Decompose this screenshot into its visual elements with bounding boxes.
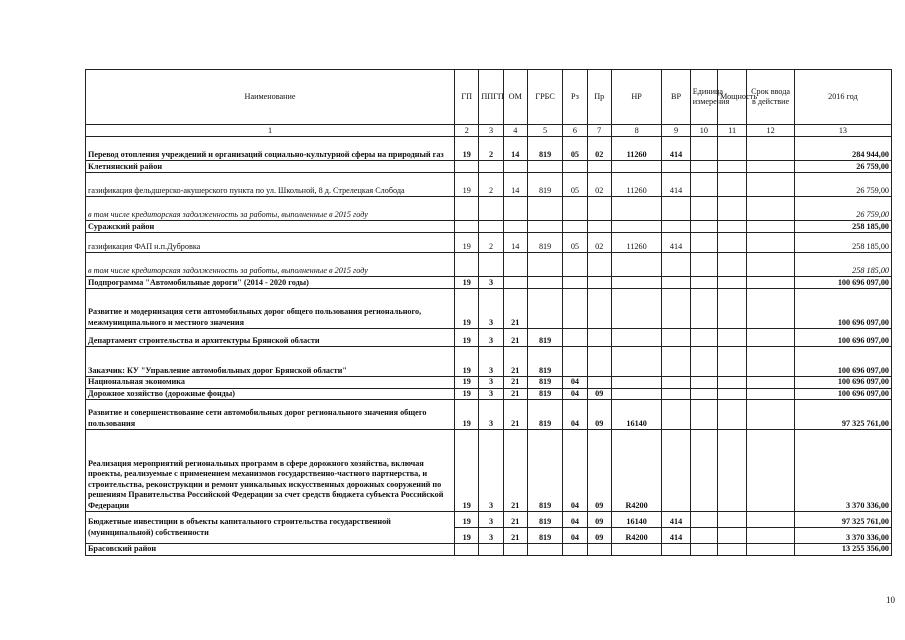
code-cell-pr: 09 — [587, 400, 611, 430]
empty-cell — [690, 377, 717, 389]
empty-cell — [690, 253, 717, 277]
empty-cell — [690, 544, 717, 556]
table-row — [86, 289, 892, 329]
empty-cell — [455, 544, 479, 556]
header-cell: ВР — [662, 70, 690, 125]
empty-cell — [747, 377, 795, 389]
code-cell-grbs: 819 — [527, 329, 562, 347]
table-row — [86, 329, 892, 347]
header-cell: Пр — [587, 70, 611, 125]
code-cell-ppgp: 3 — [479, 512, 503, 528]
code-cell-ppgp: 3 — [479, 388, 503, 400]
empty-cell — [718, 221, 747, 233]
code-cell-nr: 11260 — [611, 173, 662, 197]
code-cell-rz: 05 — [563, 173, 587, 197]
empty-cell — [718, 197, 747, 221]
column-number: 5 — [527, 125, 562, 137]
empty-cell — [690, 197, 717, 221]
code-cell-pr — [587, 377, 611, 389]
code-cell-gp: 19 — [455, 233, 479, 253]
empty-cell — [718, 289, 747, 329]
table-row — [86, 347, 892, 377]
amount-cell: 26 759,00 — [794, 161, 891, 173]
empty-cell — [587, 544, 611, 556]
empty-cell — [718, 233, 747, 253]
empty-cell — [718, 137, 747, 161]
empty-cell — [747, 512, 795, 528]
code-cell-rz — [563, 347, 587, 377]
code-cell-pr: 09 — [587, 430, 611, 512]
empty-cell — [718, 544, 747, 556]
code-cell-grbs: 819 — [527, 512, 562, 528]
budget-table — [85, 69, 892, 556]
row-name: Развитие и модернизация сети автомобильных дорог общего пользования регионального, межмуниципального и местного значения — [86, 289, 455, 329]
code-cell-rz — [563, 253, 587, 277]
code-cell-pr: 09 — [587, 388, 611, 400]
empty-cell — [527, 544, 562, 556]
row-name: Клетнянский район — [86, 161, 455, 173]
header-cell: Мощность — [718, 70, 747, 125]
table-row — [86, 388, 892, 400]
row-name: в том числе кредиторская задолженность за работы, выполненные в 2015 году — [86, 253, 455, 277]
code-cell-vr — [662, 253, 690, 277]
column-number: 11 — [718, 125, 747, 137]
row-name: Национальная экономика — [86, 377, 455, 389]
row-name: газификация ФАП н.п.Дубровка — [86, 233, 455, 253]
code-cell-nr — [611, 329, 662, 347]
code-cell-pr — [587, 277, 611, 289]
code-cell-grbs: 819 — [527, 388, 562, 400]
code-cell-ppgp — [479, 161, 503, 173]
amount-cell: 100 696 097,00 — [794, 289, 891, 329]
code-cell-rz: 04 — [563, 377, 587, 389]
header-cell: 2016 год — [794, 70, 891, 125]
header-cell: Наименование — [86, 70, 455, 125]
code-cell-om: 21 — [503, 400, 527, 430]
code-cell-om: 21 — [503, 430, 527, 512]
code-cell-vr: 414 — [662, 528, 690, 544]
empty-cell — [718, 528, 747, 544]
empty-cell — [747, 233, 795, 253]
code-cell-grbs: 819 — [527, 347, 562, 377]
table-row — [86, 430, 892, 512]
column-number: 8 — [611, 125, 662, 137]
empty-cell — [718, 512, 747, 528]
column-number: 6 — [563, 125, 587, 137]
amount-cell: 26 759,00 — [794, 197, 891, 221]
code-cell-rz: 04 — [563, 388, 587, 400]
code-cell-gp: 19 — [455, 377, 479, 389]
empty-cell — [718, 329, 747, 347]
code-cell-gp: 19 — [455, 277, 479, 289]
code-cell-rz — [563, 329, 587, 347]
code-cell-rz: 04 — [563, 528, 587, 544]
code-cell-grbs: 819 — [527, 528, 562, 544]
amount-cell: 258 185,00 — [794, 253, 891, 277]
header-cell: ГРБС — [527, 70, 562, 125]
empty-cell — [690, 277, 717, 289]
code-cell-gp: 19 — [455, 329, 479, 347]
empty-cell — [503, 544, 527, 556]
header-row — [86, 70, 892, 125]
empty-cell — [718, 173, 747, 197]
amount-cell: 100 696 097,00 — [794, 347, 891, 377]
code-cell-ppgp — [479, 253, 503, 277]
empty-cell — [563, 544, 587, 556]
code-cell-grbs — [527, 221, 562, 233]
code-cell-rz: 05 — [563, 233, 587, 253]
amount-cell: 100 696 097,00 — [794, 377, 891, 389]
code-cell-nr — [611, 221, 662, 233]
row-name: в том числе кредиторская задолженность за работы, выполненные в 2015 году — [86, 197, 455, 221]
column-number: 10 — [690, 125, 717, 137]
code-cell-rz: 04 — [563, 512, 587, 528]
code-cell-gp: 19 — [455, 512, 479, 528]
code-cell-gp: 19 — [455, 430, 479, 512]
code-cell-grbs — [527, 161, 562, 173]
column-number: 7 — [587, 125, 611, 137]
code-cell-om — [503, 253, 527, 277]
empty-cell — [718, 430, 747, 512]
empty-cell — [747, 388, 795, 400]
code-cell-ppgp — [479, 221, 503, 233]
code-cell-ppgp: 3 — [479, 347, 503, 377]
code-cell-om: 14 — [503, 233, 527, 253]
code-cell-vr — [662, 377, 690, 389]
code-cell-vr — [662, 161, 690, 173]
table-row — [86, 161, 892, 173]
code-cell-rz: 04 — [563, 430, 587, 512]
code-cell-grbs: 819 — [527, 173, 562, 197]
empty-cell — [747, 221, 795, 233]
empty-cell — [747, 544, 795, 556]
page-number: 10 — [886, 595, 895, 605]
empty-cell — [718, 377, 747, 389]
code-cell-gp: 19 — [455, 173, 479, 197]
code-cell-om: 21 — [503, 347, 527, 377]
code-cell-grbs — [527, 253, 562, 277]
code-cell-ppgp: 3 — [479, 528, 503, 544]
header-cell: ППГП — [479, 70, 503, 125]
code-cell-nr: 11260 — [611, 137, 662, 161]
row-name: Суражский район — [86, 221, 455, 233]
header-cell: Единица измерения — [690, 70, 717, 125]
empty-cell — [747, 197, 795, 221]
header-cell: ОМ — [503, 70, 527, 125]
empty-cell — [747, 400, 795, 430]
column-number: 2 — [455, 125, 479, 137]
code-cell-pr — [587, 221, 611, 233]
empty-cell — [718, 347, 747, 377]
row-name: Брасовский район — [86, 544, 455, 556]
code-cell-rz — [563, 221, 587, 233]
code-cell-pr — [587, 197, 611, 221]
amount-cell: 97 325 761,00 — [794, 400, 891, 430]
amount-cell: 13 255 356,00 — [794, 544, 891, 556]
table-row — [86, 253, 892, 277]
amount-cell: 258 185,00 — [794, 221, 891, 233]
code-cell-gp: 19 — [455, 400, 479, 430]
code-cell-pr — [587, 161, 611, 173]
empty-cell — [747, 347, 795, 377]
code-cell-rz: 04 — [563, 400, 587, 430]
code-cell-ppgp: 3 — [479, 329, 503, 347]
code-cell-nr — [611, 347, 662, 377]
code-cell-gp — [455, 253, 479, 277]
code-cell-om: 21 — [503, 329, 527, 347]
empty-cell — [747, 137, 795, 161]
code-cell-grbs: 819 — [527, 430, 562, 512]
empty-cell — [690, 329, 717, 347]
code-cell-om — [503, 197, 527, 221]
empty-cell — [479, 544, 503, 556]
code-cell-nr — [611, 253, 662, 277]
code-cell-ppgp: 2 — [479, 137, 503, 161]
amount-cell: 258 185,00 — [794, 233, 891, 253]
code-cell-pr — [587, 329, 611, 347]
code-cell-grbs — [527, 197, 562, 221]
empty-cell — [690, 430, 717, 512]
row-name: газификация фельдшерско-акушерского пункта по ул. Школьной, 8 д. Стрелецкая Слобода — [86, 173, 455, 197]
code-cell-pr: 09 — [587, 528, 611, 544]
code-cell-om: 14 — [503, 137, 527, 161]
table-row — [86, 221, 892, 233]
code-cell-vr: 414 — [662, 233, 690, 253]
empty-cell — [747, 253, 795, 277]
table-row — [86, 173, 892, 197]
row-name: Перевод отопления учреждений и организаций социально-культурной сферы на природный газ — [86, 137, 455, 161]
code-cell-gp — [455, 161, 479, 173]
code-cell-om — [503, 161, 527, 173]
table-body — [86, 137, 892, 556]
code-cell-nr — [611, 377, 662, 389]
code-cell-nr — [611, 197, 662, 221]
code-cell-om — [503, 221, 527, 233]
code-cell-nr — [611, 289, 662, 329]
code-cell-rz — [563, 277, 587, 289]
code-cell-vr — [662, 221, 690, 233]
column-number: 9 — [662, 125, 690, 137]
code-cell-pr: 02 — [587, 233, 611, 253]
empty-cell — [747, 161, 795, 173]
code-cell-gp: 19 — [455, 388, 479, 400]
table-row — [86, 400, 892, 430]
code-cell-pr — [587, 289, 611, 329]
empty-cell — [662, 544, 690, 556]
code-cell-gp — [455, 197, 479, 221]
code-cell-nr: R4200 — [611, 528, 662, 544]
header-cell: Рз — [563, 70, 587, 125]
empty-cell — [611, 544, 662, 556]
empty-cell — [690, 289, 717, 329]
row-name: Реализация мероприятий региональных программ в сфере дорожного хозяйства, включая проекты, реализуемые с применением механизмов государственно-частного партнерства, и строительства, реконструкции и ремонт уникальных искусственных дорожных сооружений по решениям Правительства Российской Федерации за счет средств бюджета субъекта Российской Федерации — [86, 430, 455, 512]
code-cell-grbs — [527, 277, 562, 289]
row-name: Дорожное хозяйство (дорожные фонды) — [86, 388, 455, 400]
empty-cell — [747, 173, 795, 197]
column-number: 12 — [747, 125, 795, 137]
code-cell-rz — [563, 161, 587, 173]
empty-cell — [718, 388, 747, 400]
table-row — [86, 197, 892, 221]
code-cell-gp: 19 — [455, 137, 479, 161]
empty-cell — [718, 277, 747, 289]
code-cell-nr — [611, 277, 662, 289]
table-row — [86, 233, 892, 253]
column-number: 4 — [503, 125, 527, 137]
code-cell-ppgp: 3 — [479, 289, 503, 329]
table-row — [86, 277, 892, 289]
code-cell-nr: 16140 — [611, 400, 662, 430]
code-cell-om: 21 — [503, 388, 527, 400]
code-cell-vr — [662, 400, 690, 430]
code-cell-rz — [563, 289, 587, 329]
row-name: Развитие и совершенствование сети автомобильных дорог регионального значения общего пользования — [86, 400, 455, 430]
code-cell-ppgp: 3 — [479, 377, 503, 389]
row-name: Подпрограмма "Автомобильные дороги" (2014 - 2020 годы) — [86, 277, 455, 289]
code-cell-gp — [455, 221, 479, 233]
code-cell-vr — [662, 289, 690, 329]
amount-cell: 3 370 336,00 — [794, 528, 891, 544]
column-number: 1 — [86, 125, 455, 137]
code-cell-rz — [563, 197, 587, 221]
code-cell-ppgp — [479, 197, 503, 221]
empty-cell — [718, 400, 747, 430]
code-cell-gp: 19 — [455, 528, 479, 544]
code-cell-ppgp: 3 — [479, 400, 503, 430]
code-cell-om: 21 — [503, 512, 527, 528]
code-cell-gp: 19 — [455, 289, 479, 329]
amount-cell: 100 696 097,00 — [794, 277, 891, 289]
empty-cell — [690, 173, 717, 197]
empty-cell — [747, 430, 795, 512]
code-cell-om: 21 — [503, 289, 527, 329]
code-cell-vr — [662, 347, 690, 377]
amount-cell: 284 944,00 — [794, 137, 891, 161]
empty-cell — [747, 329, 795, 347]
code-cell-vr: 414 — [662, 173, 690, 197]
code-cell-ppgp: 3 — [479, 277, 503, 289]
code-cell-nr: 11260 — [611, 233, 662, 253]
empty-cell — [718, 161, 747, 173]
code-cell-vr — [662, 329, 690, 347]
code-cell-vr — [662, 430, 690, 512]
code-cell-pr: 09 — [587, 512, 611, 528]
amount-cell: 100 696 097,00 — [794, 329, 891, 347]
header-cell: ГП — [455, 70, 479, 125]
code-cell-vr — [662, 197, 690, 221]
code-cell-om — [503, 277, 527, 289]
empty-cell — [690, 233, 717, 253]
code-cell-nr — [611, 388, 662, 400]
column-number-row — [86, 125, 892, 137]
table-row — [86, 512, 892, 528]
empty-cell — [747, 289, 795, 329]
code-cell-pr: 02 — [587, 173, 611, 197]
empty-cell — [690, 388, 717, 400]
empty-cell — [690, 512, 717, 528]
empty-cell — [690, 161, 717, 173]
code-cell-grbs — [527, 289, 562, 329]
code-cell-om: 14 — [503, 173, 527, 197]
code-cell-om: 21 — [503, 377, 527, 389]
code-cell-grbs: 819 — [527, 233, 562, 253]
code-cell-pr: 02 — [587, 137, 611, 161]
code-cell-grbs: 819 — [527, 400, 562, 430]
row-name: Департамент строительства и архитектуры Брянской области — [86, 329, 455, 347]
header-cell: НР — [611, 70, 662, 125]
code-cell-ppgp: 2 — [479, 233, 503, 253]
code-cell-om: 21 — [503, 528, 527, 544]
code-cell-pr — [587, 347, 611, 377]
empty-cell — [690, 528, 717, 544]
amount-cell: 26 759,00 — [794, 173, 891, 197]
empty-cell — [718, 253, 747, 277]
row-name: Заказчик: КУ "Управление автомобильных дорог Брянской области" — [86, 347, 455, 377]
code-cell-vr — [662, 388, 690, 400]
amount-cell: 100 696 097,00 — [794, 388, 891, 400]
code-cell-nr: 16140 — [611, 512, 662, 528]
code-cell-rz: 05 — [563, 137, 587, 161]
empty-cell — [690, 221, 717, 233]
table-row — [86, 544, 892, 556]
empty-cell — [690, 137, 717, 161]
code-cell-pr — [587, 253, 611, 277]
code-cell-grbs: 819 — [527, 137, 562, 161]
code-cell-nr — [611, 161, 662, 173]
code-cell-ppgp: 2 — [479, 173, 503, 197]
code-cell-gp: 19 — [455, 347, 479, 377]
code-cell-vr — [662, 277, 690, 289]
row-name: Бюджетные инвестиции в объекты капитального строительства государственной (муниципальной) собственности — [86, 512, 455, 544]
table-row — [86, 377, 892, 389]
table-row — [86, 137, 892, 161]
empty-cell — [747, 277, 795, 289]
amount-cell: 3 370 336,00 — [794, 430, 891, 512]
code-cell-grbs: 819 — [527, 377, 562, 389]
empty-cell — [690, 400, 717, 430]
code-cell-vr: 414 — [662, 137, 690, 161]
header-cell: Срок ввода в действие — [747, 70, 795, 125]
amount-cell: 97 325 761,00 — [794, 512, 891, 528]
code-cell-nr: R4200 — [611, 430, 662, 512]
column-number: 13 — [794, 125, 891, 137]
code-cell-vr: 414 — [662, 512, 690, 528]
column-number: 3 — [479, 125, 503, 137]
empty-cell — [690, 347, 717, 377]
code-cell-ppgp: 3 — [479, 430, 503, 512]
empty-cell — [747, 528, 795, 544]
